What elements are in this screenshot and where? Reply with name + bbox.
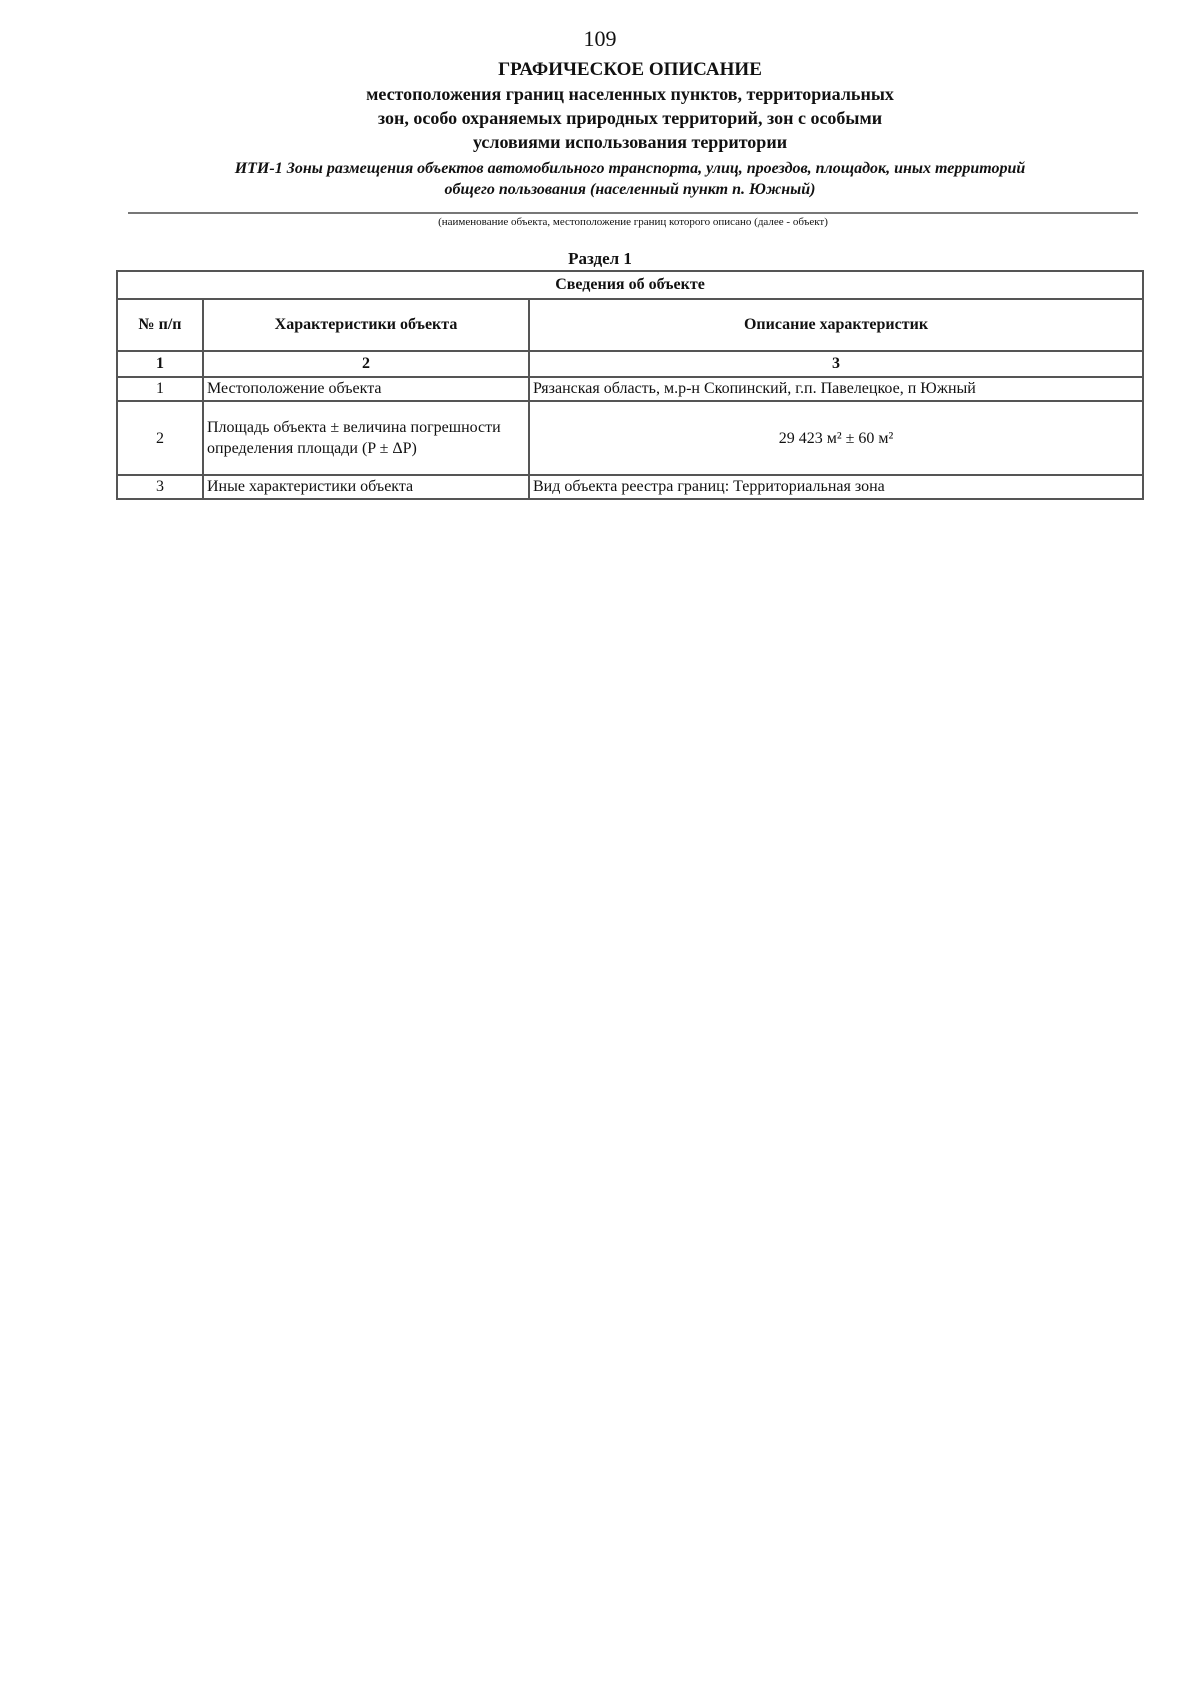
document-subtitle-line-2: зон, особо охраняемых природных территорий, зон с особыми (377, 108, 883, 128)
header-number: № п/п (117, 299, 203, 351)
header-description: Описание характеристик (529, 299, 1143, 351)
row-number: 1 (117, 377, 203, 401)
page-number: 109 (583, 26, 617, 51)
table-row (117, 475, 1143, 499)
document-subtitle-line-1: местоположения границ населенных пунктов, территориальных (366, 84, 894, 104)
object-name (115, 158, 1145, 200)
object-name-line-2: общего пользования (населенный пункт п. Южный) (444, 181, 816, 198)
title-block (115, 58, 1145, 200)
row-number: 3 (117, 475, 203, 499)
row-characteristic: Площадь объекта ± величина погрешности определения площади (P ± ΔP) (203, 401, 529, 475)
document-subtitle-line-3: условиями использования территории (472, 132, 788, 152)
section-title: Раздел 1 (568, 249, 632, 268)
table-header-row (117, 299, 1143, 351)
row-description: 29 423 м² ± 60 м² (529, 401, 1143, 475)
column-number-2: 2 (203, 351, 529, 377)
table-row (117, 401, 1143, 475)
table-row (117, 377, 1143, 401)
object-caption: (наименование объекта, местоположение границ которого описано (далее - объект) (438, 216, 828, 228)
row-characteristic: Местоположение объекта (203, 377, 529, 401)
table-title: Сведения об объекте (117, 271, 1143, 299)
row-description: Рязанская область, м.р-н Скопинский, г.п. Павелецкое, п Южный (529, 377, 1143, 401)
object-name-line-1: ИТИ-1 Зоны размещения объектов автомобильного транспорта, улиц, проездов, площадок, иных территорий (234, 160, 1026, 177)
table-title-row (117, 271, 1143, 299)
row-number: 2 (117, 401, 203, 475)
header-characteristic: Характеристики объекта (203, 299, 529, 351)
row-description: Вид объекта реестра границ: Территориальная зона (529, 475, 1143, 499)
object-name-underline (128, 212, 1138, 214)
row-characteristic: Иные характеристики объекта (203, 475, 529, 499)
column-number-row (117, 351, 1143, 377)
object-info-table (116, 270, 1144, 500)
document-title: ГРАФИЧЕСКОЕ ОПИСАНИЕ (498, 59, 762, 80)
column-number-3: 3 (529, 351, 1143, 377)
column-number-1: 1 (117, 351, 203, 377)
